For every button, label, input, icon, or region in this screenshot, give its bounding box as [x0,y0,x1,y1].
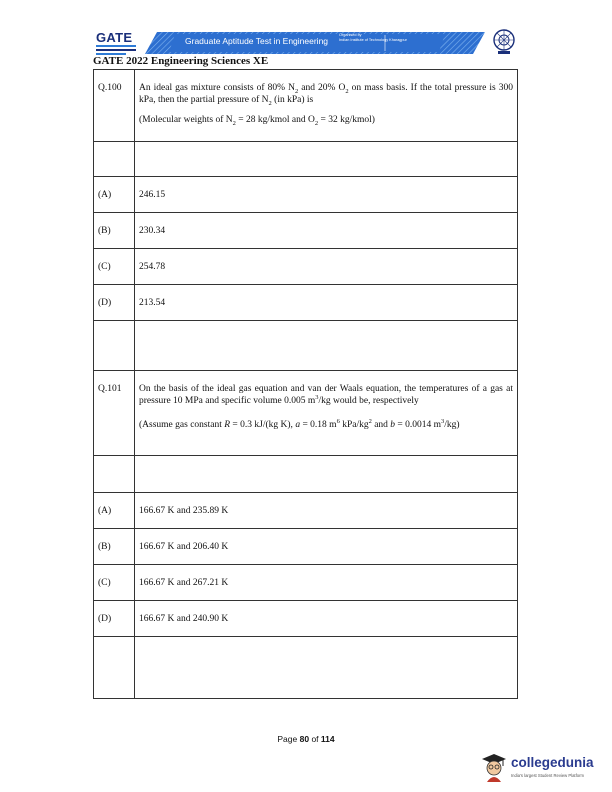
option-label: (D) [94,601,135,637]
option-row [94,213,518,249]
option-row [94,285,518,321]
banner-organizer [339,33,407,43]
collegedunia-logo [481,751,611,785]
option-label: (D) [94,285,135,321]
question-table [93,69,518,699]
document-title: GATE 2022 Engineering Sciences XE [93,55,269,67]
option-row [94,177,518,213]
option-text: 166.67 K and 235.89 K [135,493,518,529]
gate-logo-text: GATE [96,30,133,45]
question-row [94,371,518,456]
logo-stripe [96,49,136,51]
question-note: (Molecular weights of $N_2 = 28$ kg/kmol and $O_2 = 32$ kg/kmol) [139,115,375,127]
blank-row [94,456,518,493]
option-label: (C) [94,249,135,285]
option-text: 254.78 [135,249,518,285]
option-row [94,565,518,601]
blank-row [94,637,518,699]
brand-tagline: India's largest Student Review Platform [511,773,584,778]
iit-kharagpur-emblem-icon [491,28,517,56]
option-row [94,601,518,637]
student-mascot-icon [481,753,507,783]
organized-by-label: Organised by [339,33,362,37]
option-label: (B) [94,529,135,565]
option-text: 166.67 K and 240.90 K [135,601,518,637]
question-number: Q.100 [94,70,135,142]
option-text: 213.54 [135,285,518,321]
option-row [94,249,518,285]
option-label: (A) [94,493,135,529]
blank-row [94,142,518,177]
option-text: 230.34 [135,213,518,249]
question-number: Q.101 [94,371,135,456]
gate-logo [93,28,141,58]
option-label: (B) [94,213,135,249]
question-stem [135,371,518,456]
organizer-name: Indian Institute of Technology Kharagpur [339,38,407,42]
logo-stripe [96,45,136,47]
question-text: An ideal gas mixture consists of 80% $N_2$ and 20% $O_2$ on mass basis. If the total pressure is 300 kPa, then the partial pressure of $N_2$ (in kPa) is [139,83,514,107]
question-row [94,70,518,142]
option-text: 166.67 K and 267.21 K [135,565,518,601]
option-text: 166.67 K and 206.40 K [135,529,518,565]
brand-name: collegedunia [511,755,594,770]
option-label: (A) [94,177,135,213]
banner-title: Graduate Aptitude Test in Engineering [185,36,329,46]
blank-row [94,321,518,371]
question-text: On the basis of the ideal gas equation and van der Waals equation, the temperatures of a gas at pressure 10 MPa and specific volume 0.005 $m^3/kg$ would be, respectively [139,384,513,406]
option-text: 246.15 [135,177,518,213]
question-note: (Assume gas constant R = 0.3 kJ/(kg K), a = 0.18 $m^6$ kPa/$kg^2$ and b = 0.0014 $m^3/kg$) [139,417,460,430]
page-number: Page 80 of 114 [277,734,335,744]
option-label: (C) [94,565,135,601]
option-row [94,493,518,529]
option-row [94,529,518,565]
question-stem [135,70,518,142]
